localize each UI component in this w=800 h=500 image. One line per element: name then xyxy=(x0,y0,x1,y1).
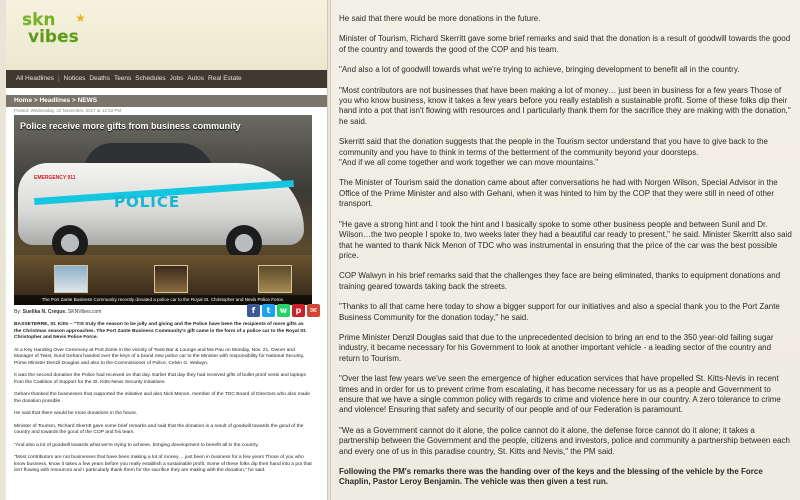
nav-separator: | xyxy=(57,75,60,82)
article-text xyxy=(339,14,793,498)
twitter-icon[interactable]: t xyxy=(262,304,275,317)
article-headline: Police receive more gifts from business community xyxy=(20,121,241,131)
paragraph: Minister of Tourism, Richard Skerritt gave some brief remarks and said that the donation is a result of goodwill towards the good of the country and towards the good of the COP and his team. xyxy=(339,34,791,54)
paragraph: COP Walwyn in his brief remarks said that the challenges they face are being eliminated, thanks to equipment donations and training geared towards taking back the streets. xyxy=(339,271,781,291)
paragraph: "Most contributors are not businesses that have been making a lot of money… just been in business for a few years Those of you who know business, know it takes a few years before you really establish a sustainable profit. Some of these folks dip their hand into a pot that isn't flowing with resources and I particularly thank them for the sacrifice they are making with the donation," he said. xyxy=(339,85,791,126)
paragraph: "We as a Government cannot do it alone, the police cannot do it alone, the defense force cannot do it alone; it takes a partnership between the Government and the people, citizens and investors, police and community a partnership between each and every one of us in this paradise country, St. Kitts and Nevis," the PM said. xyxy=(339,425,790,456)
main-nav xyxy=(6,70,328,88)
star-icon: ★ xyxy=(75,11,86,25)
site-logo[interactable] xyxy=(22,12,88,56)
nav-notices[interactable]: Notices xyxy=(63,75,86,82)
article-continuation xyxy=(330,0,800,500)
nav-schedules[interactable]: Schedules xyxy=(135,75,166,82)
image-caption: The Port Zante Business Community recently donated a police car to the Royal St. Christopher and Nevis Police Force. xyxy=(41,297,285,302)
paragraph: "And also a lot of goodwill towards what we're trying to achieve, bringing development to benefit all in the country. xyxy=(14,442,259,448)
paragraph: Minister of Tourism, Richard Skerritt gave some brief remarks and said that the donation is a result of goodwill towards the good of the country and towards the good of the COP and his team. xyxy=(14,423,304,435)
paragraph: "Thanks to all that came here today to show a bigger support for our initiatives and also a special thank you to the Port Zante Business Community for the donation today," he said. xyxy=(339,302,780,322)
nav-teens[interactable]: Teens xyxy=(113,75,132,82)
paragraph: "And also a lot of goodwill towards what we're trying to achieve, bringing development to benefit all in the country. xyxy=(339,65,740,75)
paragraph: BASSETERRE, St. Kitts – "TIS truly the season to be jolly and giving and the Police have been the recipients of more gifts as the Christmas season approaches. The Port Zante Business Community's gift came in the form of a police car to the Royal St. Christopher and Nevis Police Force. xyxy=(14,322,307,340)
paragraph: "He gave a strong hint and I took the hint and I basically spoke to some other business people and between Sunil and Dr. Wilson…the two people I spoke to, two weeks later they had a beautiful car ready to present," he said. Minister Skerritt also said that he wanted to thank Nick Menon of TDC who was instrumental in ensuring that the price of the car was the best possible price. xyxy=(339,219,792,260)
gallery-thumbnail[interactable] xyxy=(258,265,292,293)
logo-text-2: vibes xyxy=(28,27,79,47)
paragraph: "And if we all come together and work together we can move mountains." xyxy=(339,158,599,168)
paragraph: Skerritt said that the donation suggests that the people in the Tourism sector understand that you have to give back to the community and you have to think in terms of the betterment of the community beyond your doorsteps. xyxy=(339,137,769,157)
pinterest-icon[interactable]: p xyxy=(292,304,305,317)
paragraph: The Minister of Tourism said the donation came about after conversations he had with Norgen Wilson, Special Advisor in the Office of the Prime Minister and also with Gehani, when it was hinted to him by the COP that they were still in need of other transport. xyxy=(339,178,778,209)
whatsapp-icon[interactable]: w xyxy=(277,304,290,317)
paragraph: At a Key Handing Over Ceremony at Port Zante in the vicinity of Twist Bar & Lounge and Ma Pau on Monday, Nov. 21, Owner and Manager of Twist, Sunil Gehani handed over the keys of a brand new police car to the Minister with responsibility for National Security, Prime Minister Denzil Douglas and also to the Commissioner of Police, Celvin G. Walwyn. xyxy=(14,347,305,366)
facebook-icon[interactable]: f xyxy=(247,304,260,317)
paragraph: He said that there would be more donations in the future. xyxy=(339,14,541,23)
share-buttons xyxy=(247,304,320,317)
nav-jobs[interactable]: Jobs xyxy=(169,75,184,82)
article-body-preview xyxy=(14,322,312,481)
byline-author: Suelika N. Creque. xyxy=(22,309,67,315)
car-police-text: POLICE xyxy=(114,193,181,211)
paragraph: "Most contributors are not businesses that have been making a lot of money… just been in business for a few years Those of you who know business, know it takes a few years before you really establish a sustainable profit. Some of these folks dip their hand into a pot that isn't flowing with resources and I particularly thank them for the sacrifice they are making with the donation," he said. xyxy=(14,455,312,473)
breadcrumb[interactable]: Home > Headlines > NEWS xyxy=(14,97,98,104)
paragraph: Gehani thanked the businesses that supported the initiative and also Nick Menon, member of the TDC Board of Directors who also made the donation possible. xyxy=(14,392,310,404)
gallery-thumbnail[interactable] xyxy=(54,265,88,293)
hero-image xyxy=(14,115,312,305)
website-screenshot xyxy=(6,0,328,500)
byline-source: SKNVibes.com xyxy=(67,309,102,315)
posted-date: Posted: Wednesday, 22 November, 2017 at 12:03 PM xyxy=(14,108,122,113)
nav-real-estate[interactable]: Real Estate xyxy=(208,75,242,82)
paragraph: Prime Minister Denzil Douglas said that due to the unprecedented decision to bring an end to the 350 year-old failing sugar industry, it became necessary for his Government to look at another important vehicle - a leading sector of the country and return to Tourism. xyxy=(339,332,774,363)
site-header xyxy=(6,0,328,70)
gallery-thumbnail[interactable] xyxy=(154,265,188,293)
nav-all-headlines[interactable]: All Headlines xyxy=(16,75,54,82)
paragraph: Following the PM's remarks there was the handing over of the keys and the blessing of the vehicle by the Force Chaplin, Pastor Leroy Benjamin. The vehicle was then given a test run. xyxy=(339,467,763,487)
byline-prefix: By: xyxy=(14,309,22,315)
nav-autos[interactable]: Autos xyxy=(187,75,205,82)
byline xyxy=(14,309,101,315)
nav-deaths[interactable]: Deaths xyxy=(89,75,110,82)
logo-text-1: skn xyxy=(22,10,56,30)
paragraph: It was the second donation the Police had received on that day. Earlier that day they had received gifts of bullet proof vests and laptops from the Coalition of Support for the St. Kitts-Nevis Security Initiatives. xyxy=(14,373,306,385)
paragraph: "Over the last few years we've seen the emergence of higher education services that have propelled St. Kitts-Nevis in recent times and in order for us to prevent crime from escalating, it has become necessary for us as a people and Government to ensure that we have a single common policy with regards to crime and violence here in our country. A zero tolerance to crime and violence! Ensuring that safety and security of our people and of our Federation is paramount. xyxy=(339,374,781,415)
email-icon[interactable]: ✉ xyxy=(307,304,320,317)
car-emergency-text: EMERGENCY 911 xyxy=(34,175,76,181)
breadcrumb-bar xyxy=(6,95,328,107)
paragraph: He said that there would be more donations in the future. xyxy=(14,411,138,416)
